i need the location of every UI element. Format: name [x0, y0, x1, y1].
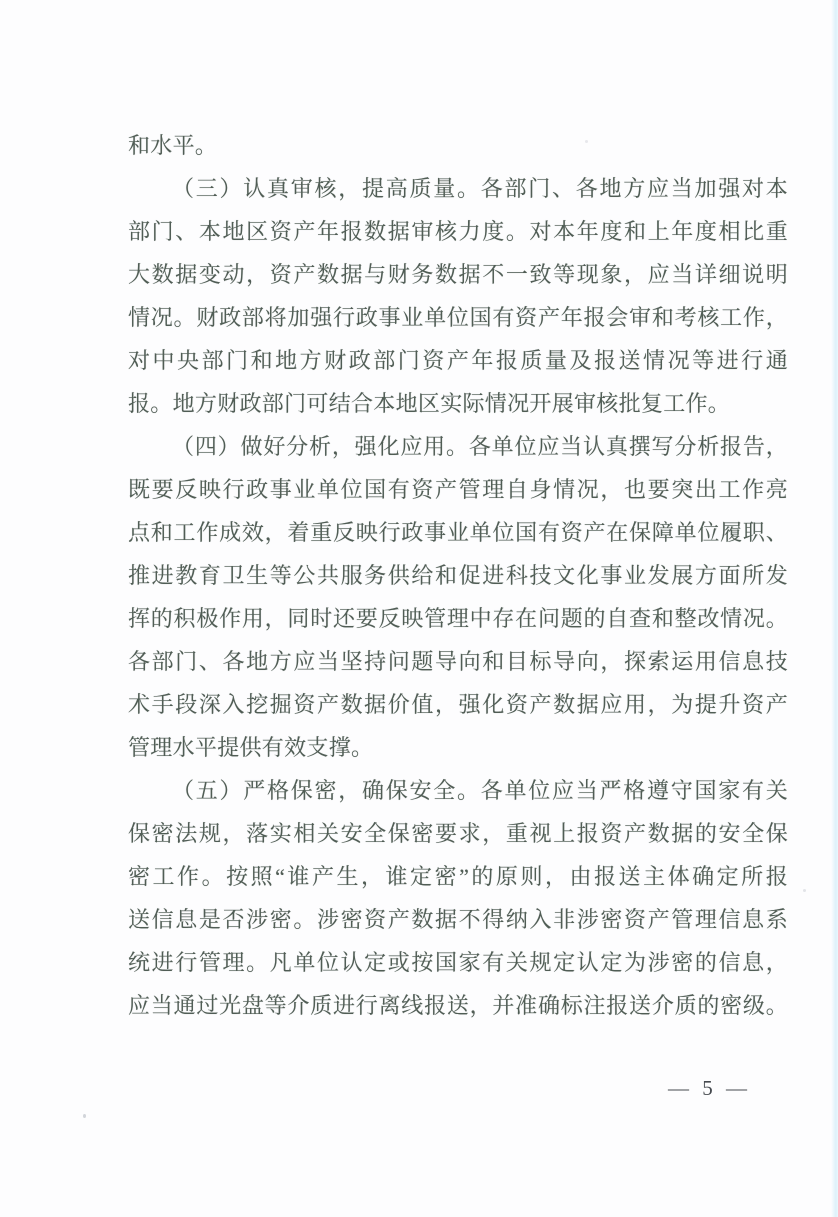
text-line: 管理水平提供有效支撑。 — [128, 735, 374, 760]
text-line: （四）做好分析，强化应用。各单位应当认真撰写分析报告， — [172, 434, 788, 459]
text-line: 统进行管理。凡单位认定或按国家有关规定认定为涉密的信息， — [128, 950, 788, 975]
text-line: 报。地方财政部门可结合本地区实际情况开展审核批复工作。 — [128, 391, 731, 416]
text-line: 既要反映行政事业单位国有资产管理自身情况，也要突出工作亮 — [128, 477, 788, 502]
text-line: 挥的积极作用，同时还要反映管理中存在问题的自查和整改情况。 — [128, 606, 788, 631]
text-line: 术手段深入挖掘资产数据价值，强化资产数据应用，为提升资产 — [128, 692, 788, 717]
text-line: 应当通过光盘等介质进行离线报送，并准确标注报送介质的密级。 — [128, 993, 788, 1018]
text-line: 保密法规，落实相关安全保密要求，重视上报资产数据的安全保 — [128, 821, 788, 846]
text-line: 推进教育卫生等公共服务供给和促进科技文化事业发展方面所发 — [128, 563, 788, 588]
text-line: （五）严格保密，确保安全。各单位应当严格遵守国家有关 — [172, 778, 788, 803]
text-line: 密工作。按照“谁产生，谁定密”的原则，由报送主体确定所报 — [128, 864, 788, 889]
paper-speckle — [803, 889, 806, 892]
text-line: 部门、本地区资产年报数据审核力度。对本年度和上年度相比重 — [128, 219, 788, 244]
paper-speckle — [83, 1114, 86, 1118]
text-line: 各部门、各地方应当坚持问题导向和目标导向，探索运用信息技 — [128, 649, 788, 674]
text-line: 对中央部门和地方财政部门资产年报质量及报送情况等进行通 — [128, 348, 788, 373]
text-line: 点和工作成效，着重反映行政事业单位国有资产在保障单位履职、 — [128, 520, 788, 545]
text-line: 送信息是否涉密。涉密资产数据不得纳入非涉密资产管理信息系 — [128, 907, 788, 932]
text-line: 和水平。 — [128, 133, 218, 158]
page-number: — 5 — — [668, 1076, 751, 1100]
document-body — [128, 124, 788, 1027]
scanner-edge-tint — [831, 0, 838, 1217]
text-line: （三）认真审核，提高质量。各部门、各地方应当加强对本 — [172, 176, 788, 201]
text-line: 情况。财政部将加强行政事业单位国有资产年报会审和考核工作， — [128, 305, 788, 330]
text-line: 大数据变动，资产数据与财务数据不一致等现象，应当详细说明 — [128, 262, 788, 287]
